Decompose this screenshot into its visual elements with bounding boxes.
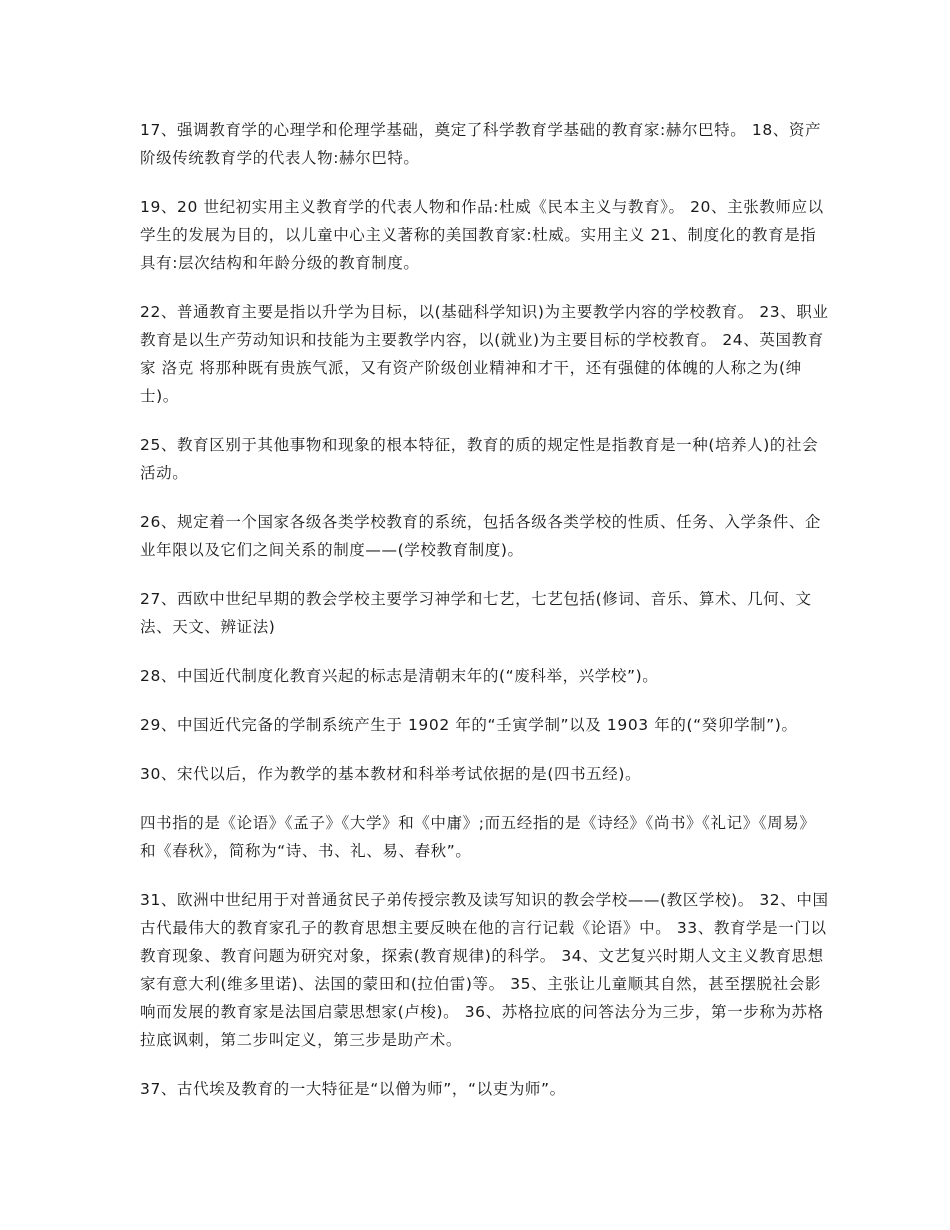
document-page (140, 116, 830, 1124)
paragraph-17-18: 17、强调教育学的心理学和伦理学基础，奠定了科学教育学基础的教育家:赫尔巴特。 18、资产阶级传统教育学的代表人物:赫尔巴特。 (140, 121, 822, 167)
paragraph-22-24: 22、普通教育主要是指以升学为目标，以(基础科学知识)为主要教学内容的学校教育。 23、职业教育是以生产劳动知识和技能为主要教学内容，以(就业)为主要目标的学校教育。 24、英国教育家 洛克 将那种既有贵族气派，又有资产阶级创业精神和才干，还有强健的体魄的人称之为(绅士)。 (140, 303, 829, 405)
paragraph-19-21: 19、20 世纪初实用主义教育学的代表人物和作品:杜威《民本主义与教育》。 20、主张教师应以学生的发展为目的，以儿童中心主义著称的美国教育家:杜威。实用主义 21、制度化的教育是指具有:层次结构和年龄分级的教育制度。 (140, 198, 824, 272)
paragraph-29: 29、中国近代完备的学制系统产生于 1902 年的“壬寅学制”以及 1903 年的(“癸卯学制”)。 (140, 716, 798, 734)
paragraph-30: 30、宋代以后，作为教学的基本教材和科举考试依据的是(四书五经)。 (140, 765, 642, 783)
paragraph-27: 27、西欧中世纪早期的教会学校主要学习神学和七艺，七艺包括(修词、音乐、算术、几何、文法、天文、辨证法) (140, 590, 812, 636)
paragraph-37: 37、古代埃及教育的一大特征是“以僧为师”，“以吏为师”。 (140, 1080, 566, 1098)
paragraph-31-36: 31、欧洲中世纪用于对普通贫民子弟传授宗教及读写知识的教会学校——(教区学校)。 32、中国古代最伟大的教育家孔子的教育思想主要反映在他的言行记载《论语》中。 33、教育学是一门以教育现象、教育问题为研究对象，探索(教育规律)的科学。 34、文艺复兴时期人文主义教育思想家有意大利(维多里诺)、法国的蒙田和(拉伯雷)等。 35、主张让儿童顺其自然，甚至摆脱社会影响而发展的教育家是法国启蒙思想家(卢梭)。 36、苏格拉底的问答法分为三步，第一步称为苏格拉底讽刺，第二步叫定义，第三步是助产术。 (140, 891, 829, 1049)
paragraph-25: 25、教育区别于其他事物和现象的根本特征，教育的质的规定性是指教育是一种(培养人)的社会活动。 (140, 436, 819, 482)
paragraph-26: 26、规定着一个国家各级各类学校教育的系统，包括各级各类学校的性质、任务、入学条件、企业年限以及它们之间关系的制度——(学校教育制度)。 (140, 513, 822, 559)
paragraph-four-books-five-classics: 四书指的是《论语》《孟子》《大学》和《中庸》;而五经指的是《诗经》《尚书》《礼记》《周易》和《春秋》，简称为“诗、书、礼、易、春秋”。 (140, 814, 816, 860)
paragraph-28: 28、中国近代制度化教育兴起的标志是清朝末年的(“废科举，兴学校”)。 (140, 667, 659, 685)
